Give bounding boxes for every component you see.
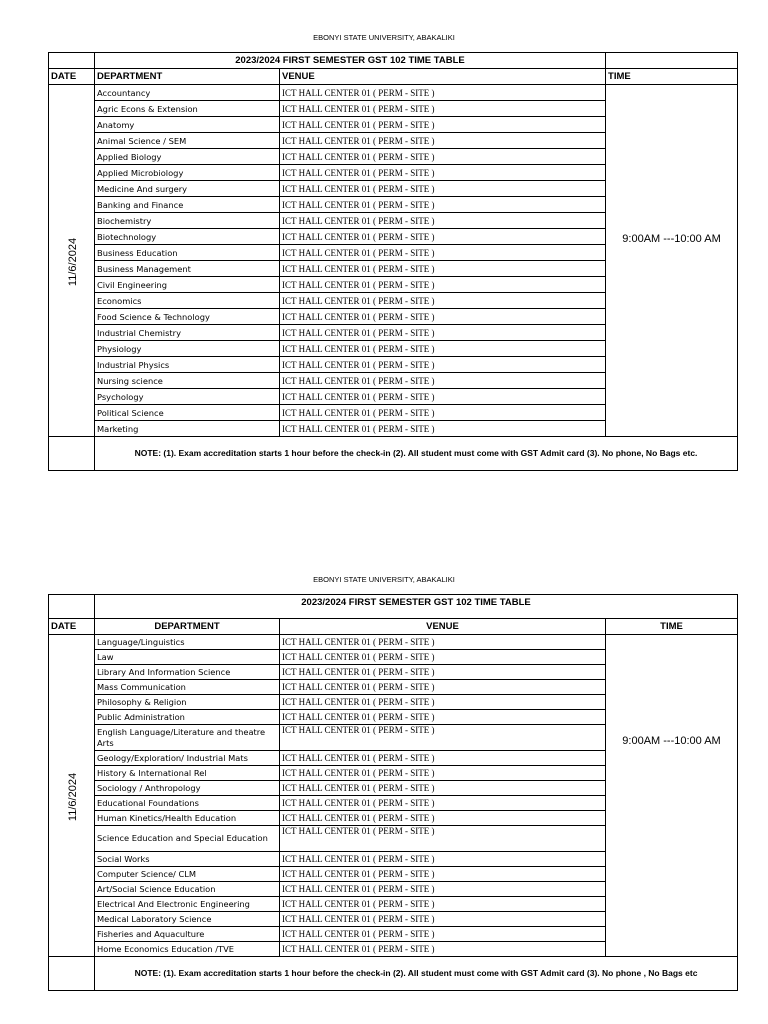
department-header: DEPARTMENT <box>95 619 280 635</box>
venue-cell: ICT HALL CENTER 01 ( PERM - SITE ) <box>280 680 606 695</box>
venue-cell: ICT HALL CENTER 01 ( PERM - SITE ) <box>280 405 606 421</box>
department-cell: Science Education and Special Education <box>95 826 280 852</box>
department-cell: Banking and Finance <box>95 197 280 213</box>
exam-note: NOTE: (1). Exam accreditation starts 1 hour before the check-in (2). All student must come with GST Admit card (3). No phone, No Bags etc. <box>95 437 738 471</box>
venue-cell: ICT HALL CENTER 01 ( PERM - SITE ) <box>280 373 606 389</box>
blank-cell <box>606 53 738 69</box>
department-cell: Business Management <box>95 261 280 277</box>
department-cell: Social Works <box>95 852 280 867</box>
department-cell: Educational Foundations <box>95 796 280 811</box>
department-cell: Public Administration <box>95 710 280 725</box>
department-cell: Home Economics Education /TVE <box>95 942 280 957</box>
venue-cell: ICT HALL CENTER 01 ( PERM - SITE ) <box>280 912 606 927</box>
department-cell: Animal Science / SEM <box>95 133 280 149</box>
department-cell: Medical Laboratory Science <box>95 912 280 927</box>
department-cell: Biotechnology <box>95 229 280 245</box>
department-cell: Industrial Chemistry <box>95 325 280 341</box>
venue-cell: ICT HALL CENTER 01 ( PERM - SITE ) <box>280 826 606 852</box>
department-cell: Civil Engineering <box>95 277 280 293</box>
exam-time: 9:00AM ---10:00 AM <box>606 85 738 437</box>
timetable-table <box>48 52 738 471</box>
venue-cell: ICT HALL CENTER 01 ( PERM - SITE ) <box>280 213 606 229</box>
department-cell: Biochemistry <box>95 213 280 229</box>
venue-cell: ICT HALL CENTER 01 ( PERM - SITE ) <box>280 751 606 766</box>
venue-cell: ICT HALL CENTER 01 ( PERM - SITE ) <box>280 796 606 811</box>
venue-cell: ICT HALL CENTER 01 ( PERM - SITE ) <box>280 309 606 325</box>
department-cell: Accountancy <box>95 85 280 101</box>
timetable-sheet-2 <box>0 574 768 991</box>
venue-cell: ICT HALL CENTER 01 ( PERM - SITE ) <box>280 341 606 357</box>
venue-cell: ICT HALL CENTER 01 ( PERM - SITE ) <box>280 710 606 725</box>
venue-cell: ICT HALL CENTER 01 ( PERM - SITE ) <box>280 942 606 957</box>
venue-cell: ICT HALL CENTER 01 ( PERM - SITE ) <box>280 85 606 101</box>
department-cell: Sociology / Anthropology <box>95 781 280 796</box>
venue-cell: ICT HALL CENTER 01 ( PERM - SITE ) <box>280 665 606 680</box>
venue-cell: ICT HALL CENTER 01 ( PERM - SITE ) <box>280 277 606 293</box>
venue-cell: ICT HALL CENTER 01 ( PERM - SITE ) <box>280 882 606 897</box>
department-cell: Physiology <box>95 341 280 357</box>
department-cell: Applied Biology <box>95 149 280 165</box>
department-cell: Fisheries and Aquaculture <box>95 927 280 942</box>
department-cell: Psychology <box>95 389 280 405</box>
department-cell: Anatomy <box>95 117 280 133</box>
exam-date-cell <box>49 85 95 437</box>
department-cell: Language/Linguistics <box>95 635 280 650</box>
venue-cell: ICT HALL CENTER 01 ( PERM - SITE ) <box>280 325 606 341</box>
venue-header: VENUE <box>280 619 606 635</box>
exam-note: NOTE: (1). Exam accreditation starts 1 hour before the check-in (2). All student must come with GST Admit card (3). No phone , No Bags etc <box>95 957 738 991</box>
time-header: TIME <box>606 69 738 85</box>
department-cell: Medicine And surgery <box>95 181 280 197</box>
timetable-table <box>48 594 738 991</box>
venue-cell: ICT HALL CENTER 01 ( PERM - SITE ) <box>280 197 606 213</box>
exam-date: 11/6/2024 <box>67 237 80 286</box>
department-cell: Food Science & Technology <box>95 309 280 325</box>
venue-header: VENUE <box>280 69 606 85</box>
exam-time: 9:00AM ---10:00 AM <box>606 635 738 957</box>
department-header: DEPARTMENT <box>95 69 280 85</box>
department-cell: Mass Communication <box>95 680 280 695</box>
department-cell: Electrical And Electronic Engineering <box>95 897 280 912</box>
department-cell: Marketing <box>95 421 280 437</box>
venue-cell: ICT HALL CENTER 01 ( PERM - SITE ) <box>280 695 606 710</box>
venue-cell: ICT HALL CENTER 01 ( PERM - SITE ) <box>280 133 606 149</box>
department-cell: Art/Social Science Education <box>95 882 280 897</box>
department-cell: Computer Science/ CLM <box>95 867 280 882</box>
time-header: TIME <box>606 619 738 635</box>
department-cell: Political Science <box>95 405 280 421</box>
department-cell: Industrial Physics <box>95 357 280 373</box>
department-cell: Law <box>95 650 280 665</box>
university-name: EBONYI STATE UNIVERSITY, ABAKALIKI <box>313 33 455 42</box>
venue-cell: ICT HALL CENTER 01 ( PERM - SITE ) <box>280 389 606 405</box>
venue-cell: ICT HALL CENTER 01 ( PERM - SITE ) <box>280 245 606 261</box>
venue-cell: ICT HALL CENTER 01 ( PERM - SITE ) <box>280 165 606 181</box>
table-row <box>49 85 738 101</box>
venue-cell: ICT HALL CENTER 01 ( PERM - SITE ) <box>280 897 606 912</box>
blank-cell <box>49 53 95 69</box>
table-body <box>49 635 738 957</box>
department-cell: English Language/Literature and theatre Arts <box>95 725 280 751</box>
department-cell: Geology/Exploration/ Industrial Mats <box>95 751 280 766</box>
university-name: EBONYI STATE UNIVERSITY, ABAKALIKI <box>313 575 455 584</box>
table-title: 2023/2024 FIRST SEMESTER GST 102 TIME TABLE <box>95 53 606 69</box>
venue-cell: ICT HALL CENTER 01 ( PERM - SITE ) <box>280 811 606 826</box>
date-header: DATE <box>49 69 95 85</box>
blank-cell <box>49 437 95 471</box>
venue-cell: ICT HALL CENTER 01 ( PERM - SITE ) <box>280 781 606 796</box>
timetable-sheet-1 <box>0 32 768 471</box>
venue-cell: ICT HALL CENTER 01 ( PERM - SITE ) <box>280 421 606 437</box>
blank-cell <box>49 595 95 619</box>
exam-date: 11/6/2024 <box>67 772 80 821</box>
venue-cell: ICT HALL CENTER 01 ( PERM - SITE ) <box>280 181 606 197</box>
department-cell: Nursing science <box>95 373 280 389</box>
exam-date-cell <box>49 635 95 957</box>
department-cell: History & International Rel <box>95 766 280 781</box>
date-header: DATE <box>49 619 95 635</box>
venue-cell: ICT HALL CENTER 01 ( PERM - SITE ) <box>280 261 606 277</box>
table-title: 2023/2024 FIRST SEMESTER GST 102 TIME TABLE <box>95 595 738 619</box>
venue-cell: ICT HALL CENTER 01 ( PERM - SITE ) <box>280 357 606 373</box>
venue-cell: ICT HALL CENTER 01 ( PERM - SITE ) <box>280 650 606 665</box>
venue-cell: ICT HALL CENTER 01 ( PERM - SITE ) <box>280 927 606 942</box>
venue-cell: ICT HALL CENTER 01 ( PERM - SITE ) <box>280 725 606 751</box>
department-cell: Economics <box>95 293 280 309</box>
venue-cell: ICT HALL CENTER 01 ( PERM - SITE ) <box>280 293 606 309</box>
table-body <box>49 85 738 437</box>
department-cell: Philosophy & Religion <box>95 695 280 710</box>
venue-cell: ICT HALL CENTER 01 ( PERM - SITE ) <box>280 229 606 245</box>
venue-cell: ICT HALL CENTER 01 ( PERM - SITE ) <box>280 635 606 650</box>
department-cell: Agric Econs & Extension <box>95 101 280 117</box>
venue-cell: ICT HALL CENTER 01 ( PERM - SITE ) <box>280 867 606 882</box>
table-row <box>49 635 738 650</box>
venue-cell: ICT HALL CENTER 01 ( PERM - SITE ) <box>280 149 606 165</box>
venue-cell: ICT HALL CENTER 01 ( PERM - SITE ) <box>280 117 606 133</box>
venue-cell: ICT HALL CENTER 01 ( PERM - SITE ) <box>280 852 606 867</box>
department-cell: Library And Information Science <box>95 665 280 680</box>
department-cell: Human Kinetics/Health Education <box>95 811 280 826</box>
department-cell: Applied Microbiology <box>95 165 280 181</box>
department-cell: Business Education <box>95 245 280 261</box>
venue-cell: ICT HALL CENTER 01 ( PERM - SITE ) <box>280 766 606 781</box>
venue-cell: ICT HALL CENTER 01 ( PERM - SITE ) <box>280 101 606 117</box>
blank-cell <box>49 957 95 991</box>
